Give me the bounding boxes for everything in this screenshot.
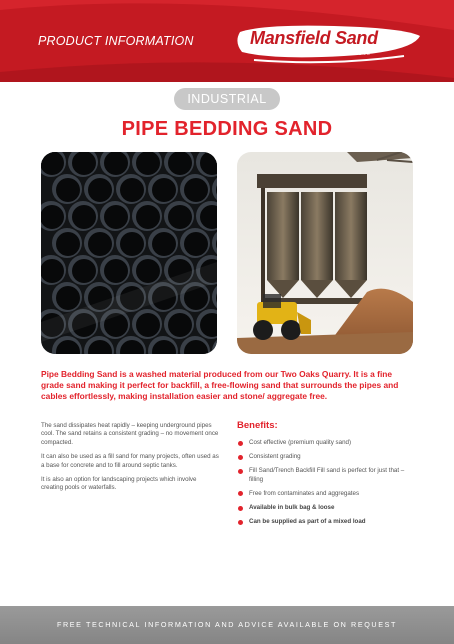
pipe-hole — [152, 232, 176, 256]
bullet-icon — [238, 520, 243, 525]
pipe-hole — [41, 205, 64, 229]
pipe-hole — [88, 178, 112, 202]
description-paragraph: The sand dissipates heat rapidly – keeping underground pipes cool. The sand retains a consistent grading – no movement once compacted. — [41, 422, 219, 446]
logo-tagline: ESTABLISHED 1948 — [304, 52, 372, 57]
pipes-photo — [41, 152, 217, 354]
pipe-hole — [168, 152, 192, 175]
pipe-hole — [104, 205, 128, 229]
bullet-icon — [238, 441, 243, 446]
pipe-hole — [56, 178, 80, 202]
header-banner — [0, 0, 454, 82]
description-column — [41, 422, 219, 499]
benefit-item — [237, 490, 415, 498]
pipe-hole — [152, 178, 176, 202]
benefit-text: Consistent grading — [249, 453, 301, 461]
pipe-hole — [72, 205, 96, 229]
benefit-item — [237, 453, 415, 461]
benefit-text: Can be supplied as part of a mixed load — [249, 518, 366, 526]
benefit-item — [237, 504, 415, 512]
benefit-item — [237, 467, 415, 483]
description-paragraph: It can also be used as a fill sand for many projects, often used as a base for concrete and to fill around septic tanks. — [41, 453, 219, 469]
footer-text: FREE TECHNICAL INFORMATION AND ADVICE AVAILABLE ON REQUEST — [56, 620, 397, 629]
pipe-hole — [56, 232, 80, 256]
category-pill: INDUSTRIAL — [174, 88, 280, 110]
benefit-text: Fill Sand/Trench Backfill Fill sand is perfect for just that – filling — [249, 467, 405, 483]
intro-paragraph: Pipe Bedding Sand is a washed material produced from our Two Oaks Quarry. It is a fine grade sand making it perfect for backfill, a free-flowing sand that surrounds the pipes and cables effortlessly, making installation easier and stone/ aggregate free. — [41, 369, 399, 401]
pipe-hole — [120, 178, 144, 202]
pipe-hole — [168, 205, 192, 229]
description-paragraph: It is also an option for landscaping projects which involve creating pools or waterfalls. — [41, 476, 197, 492]
mansfield-sand-logo — [234, 22, 424, 68]
logo-text: Mansfield Sand — [250, 28, 378, 48]
pipe-hole — [56, 286, 80, 310]
pipe-hole — [120, 232, 144, 256]
pipe-hole — [184, 178, 208, 202]
benefits-heading: Benefits: — [237, 420, 278, 431]
benefit-item — [237, 439, 415, 447]
bullet-icon — [238, 469, 243, 474]
footer-bar — [0, 606, 454, 644]
benefit-item — [237, 518, 415, 526]
pipe-hole — [184, 232, 208, 256]
benefit-text: Available in bulk bag & loose — [249, 504, 335, 512]
pipe-hole — [136, 313, 160, 337]
pipe-hole — [104, 259, 128, 283]
quarry-illustration — [237, 152, 413, 354]
benefits-section — [237, 420, 415, 532]
pipe-hole — [136, 152, 160, 175]
benefit-text: Cost effective (premium quality sand) — [249, 439, 352, 446]
pipes-illustration — [41, 152, 217, 354]
bullet-icon — [238, 455, 243, 460]
header-title: PRODUCT INFORMATION — [38, 34, 194, 48]
pipe-hole — [104, 152, 128, 175]
pipe-hole — [168, 313, 192, 337]
bullet-icon — [238, 506, 243, 511]
benefit-text: Free from contaminates and aggregates — [249, 489, 360, 497]
page-title: PIPE BEDDING SAND — [121, 118, 333, 140]
bullet-icon — [238, 491, 243, 496]
pipe-hole — [41, 259, 64, 283]
pipe-hole — [88, 232, 112, 256]
quarry-photo — [237, 152, 413, 354]
pipe-hole — [136, 259, 160, 283]
pipe-hole — [72, 152, 96, 175]
pipe-hole — [72, 259, 96, 283]
pipe-hole — [136, 205, 160, 229]
